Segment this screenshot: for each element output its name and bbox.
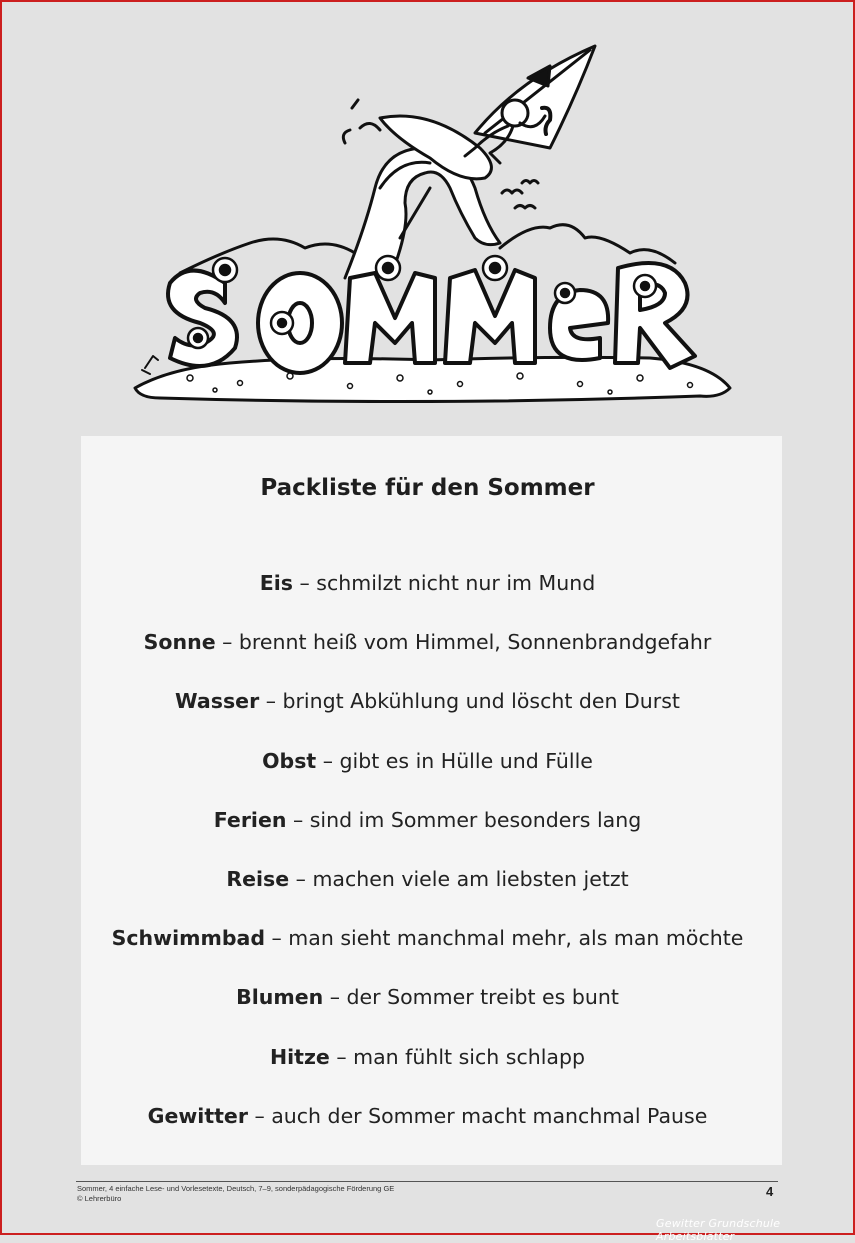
surfer-head-icon (502, 100, 528, 126)
list-item (0, 982, 855, 1041)
item-text: – auch der Sommer macht manchmal Pause (247, 1103, 708, 1128)
list-item (0, 923, 855, 982)
footer-line-2: © Lehrerbüro (77, 1194, 122, 1203)
hills-outline (180, 225, 675, 273)
item-term: Reise (226, 866, 290, 891)
item-term: Blumen (236, 985, 324, 1010)
item-term: Wasser (175, 689, 260, 714)
footer-credits (77, 1184, 394, 1204)
list-item (0, 746, 855, 805)
watermark: Gewitter Grundschule Arbeitsblätter (656, 1217, 781, 1243)
item-text: – gibt es in Hülle und Fülle (316, 748, 593, 773)
item-term: Obst (262, 748, 317, 773)
page-number: 4 (766, 1184, 774, 1199)
footer-line-1: Sommer, 4 einfache Lese- und Vorlesetexte, Deutsch, 7–9, sonderpädagogische Förderung GE (77, 1184, 395, 1193)
footer-divider (76, 1181, 778, 1182)
item-term: Ferien (213, 807, 287, 832)
card-title: Packliste für den Sommer (260, 475, 595, 501)
list-item (0, 568, 855, 627)
item-text: – sind im Sommer besonders lang (286, 807, 642, 832)
sommer-logo (168, 263, 695, 373)
list-item (0, 627, 855, 686)
item-term: Gewitter (147, 1103, 248, 1128)
list-item (0, 1101, 855, 1160)
list-item (0, 805, 855, 864)
item-term: Eis (259, 571, 293, 595)
item-text: – schmilzt nicht nur im Mund (293, 571, 596, 595)
item-text: – man fühlt sich schlapp (329, 1044, 585, 1069)
item-text: – man sieht manchmal mehr, als man möchte (265, 926, 744, 951)
item-term: Schwimmbad (111, 926, 266, 951)
item-text: – bringt Abkühlung und löscht den Durst (259, 689, 680, 714)
sommer-illustration (130, 38, 735, 403)
item-text: – brennt heiß vom Himmel, Sonnenbrandgefahr (215, 630, 712, 655)
list-item (0, 1042, 855, 1101)
item-text: – der Sommer treibt es bunt (323, 985, 619, 1010)
list-item (0, 686, 855, 745)
item-term: Hitze (270, 1044, 330, 1069)
item-term: Sonne (143, 630, 216, 655)
birds-icon (502, 181, 538, 209)
crab-icon (142, 356, 158, 374)
packing-list (0, 568, 855, 1160)
item-text: – machen viele am liebsten jetzt (289, 866, 629, 891)
list-item (0, 864, 855, 923)
